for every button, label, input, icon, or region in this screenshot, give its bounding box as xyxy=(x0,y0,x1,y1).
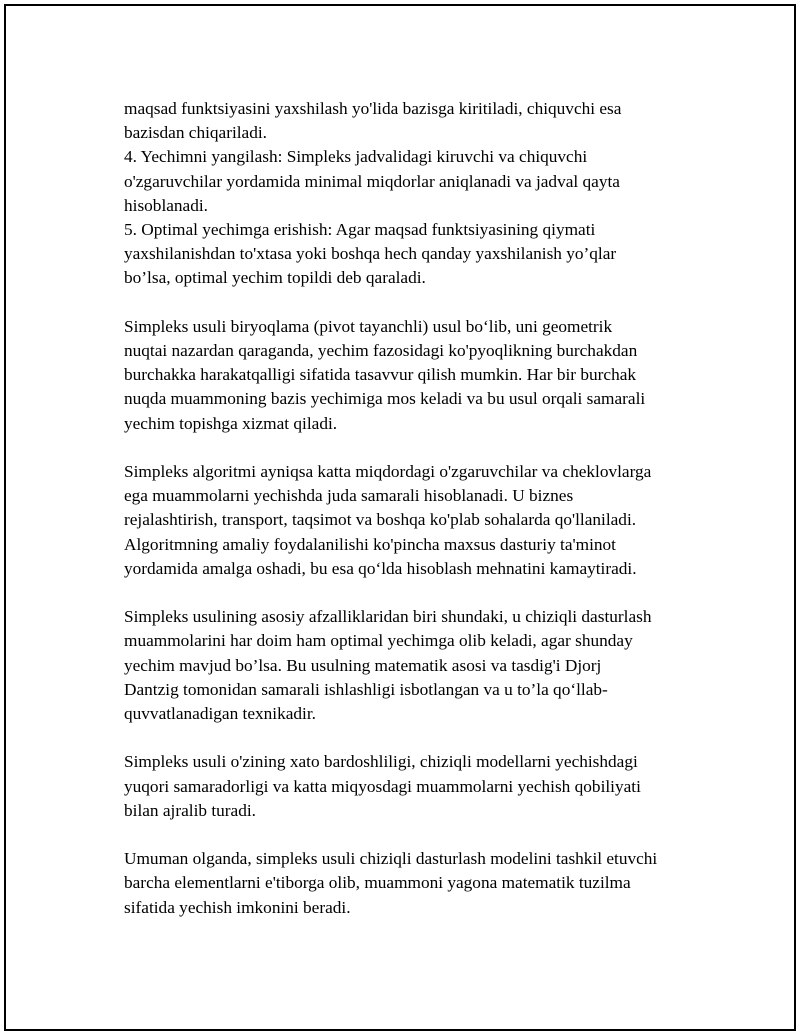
text-line: Dantzig tomonidan samarali ishlashligi isbotlangan va u to’la qo‘llab- xyxy=(124,679,608,699)
text-line: Umuman olganda, simpleks usuli chiziqli dasturlash modelini tashkil etuvchi xyxy=(124,849,658,869)
text-line: yechim mavjud bo’lsa. Bu usulning matematik asosi va tasdig'i Djorj xyxy=(124,655,602,675)
paragraph-spacer xyxy=(124,823,704,847)
paragraph-spacer xyxy=(124,726,704,750)
text-line: yordamida amalga oshadi, bu esa qo‘lda hisoblash mehnatini kamaytiradi. xyxy=(124,558,637,578)
text-line: Simpleks usuli biryoqlama (pivot tayanchli) usul bo‘lib, uni geometrik xyxy=(124,316,613,336)
text-line: yuqori samaradorligi va katta miqyosdagi muammolarni yechish qobiliyati xyxy=(124,776,641,796)
paragraph-robustness xyxy=(124,750,704,823)
text-line: rejalashtirish, transport, taqsimot va boshqa ko'plab sohalarda qo'llaniladi. xyxy=(124,510,637,530)
text-line: bo’lsa, optimal yechim topildi deb qaraladi. xyxy=(124,268,426,288)
text-line: bilan ajralib turadi. xyxy=(124,800,256,820)
text-line: quvvatlanadigan texnikadir. xyxy=(124,704,316,724)
list-continuation-block xyxy=(124,97,704,291)
text-line: barcha elementlarni e'tiborga olib, muammoni yagona matematik tuzilma xyxy=(124,873,631,893)
text-line: ega muammolarni yechishda juda samarali hisoblanadi. U biznes xyxy=(124,486,574,506)
paragraph-advantages xyxy=(124,605,704,726)
paragraph-spacer xyxy=(124,436,704,460)
text-line: nuqtai nazardan qaraganda, yechim fazosidagi ko'pyoqlikning burchakdan xyxy=(124,341,638,361)
text-line: burchakka harakatqalligi sifatida tasavvur qilish mumkin. Har bir burchak xyxy=(124,365,637,385)
text-line: muammolarini har doim ham optimal yechimga olib keladi, agar shunday xyxy=(124,631,633,651)
text-line: 5. Optimal yechimga erishish: Agar maqsad funktsiyasining qiymati xyxy=(124,220,596,240)
paragraph-conclusion xyxy=(124,847,704,920)
text-line: bazisdan chiqariladi. xyxy=(124,123,267,143)
paragraph-spacer xyxy=(124,581,704,605)
text-line: o'zgaruvchilar yordamida minimal miqdorlar aniqlanadi va jadval qayta xyxy=(124,171,620,191)
text-line: 4. Yechimni yangilash: Simpleks jadvalidagi kiruvchi va chiquvchi xyxy=(124,147,588,167)
text-line: sifatida yechish imkonini beradi. xyxy=(124,897,351,917)
text-line: hisoblanadi. xyxy=(124,195,208,215)
document-body xyxy=(124,97,704,920)
paragraph-spacer xyxy=(124,291,704,315)
text-line: Algoritmning amaliy foydalanilishi ko'pincha maxsus dasturiy ta'minot xyxy=(124,534,616,554)
text-line: Simpleks usulining asosiy afzalliklaridan biri shundaki, u chiziqli dasturlash xyxy=(124,607,652,627)
text-line: yechim topishga xizmat qiladi. xyxy=(124,413,338,433)
paragraph-applications xyxy=(124,460,704,581)
paragraph-pivot-method xyxy=(124,315,704,436)
page-frame xyxy=(4,4,796,1031)
text-line: Simpleks usuli o'zining xato bardoshliligi, chiziqli modellarni yechishdagi xyxy=(124,752,638,772)
text-line: yaxshilanishdan to'xtasa yoki boshqa hech qanday yaxshilanish yo’qlar xyxy=(124,244,617,264)
text-line: nuqda muammoning bazis yechimiga mos keladi va bu usul orqali samarali xyxy=(124,389,646,409)
text-line: Simpleks algoritmi ayniqsa katta miqdordagi o'zgaruvchilar va cheklovlarga xyxy=(124,462,652,482)
text-line: maqsad funktsiyasini yaxshilash yo'lida bazisga kiritiladi, chiquvchi esa xyxy=(124,99,622,118)
